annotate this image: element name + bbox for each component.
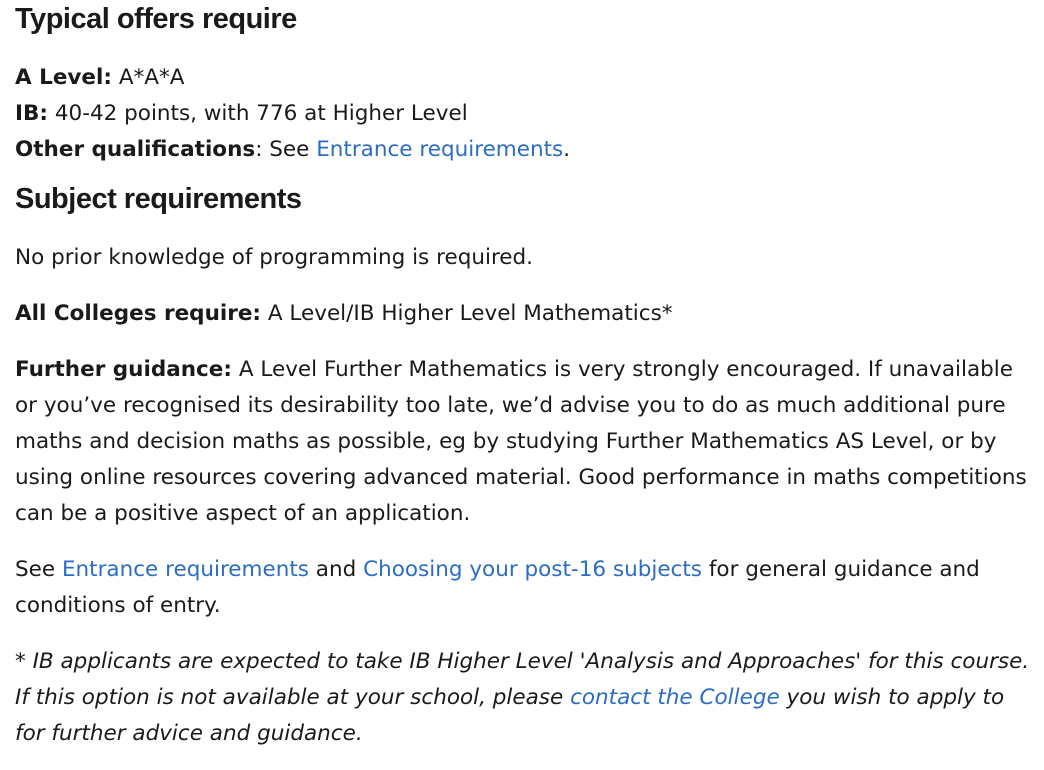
- choosing-post-16-subjects-link[interactable]: Choosing your post-16 subjects: [363, 557, 703, 582]
- footnote-italic: [15, 649, 1029, 746]
- further-guidance-label: Further guidance:: [15, 357, 232, 382]
- see-also-suffix: for general guidance and conditions of entry.: [15, 557, 980, 618]
- entrance-requirements-link-2[interactable]: Entrance requirements: [61, 557, 309, 582]
- see-also-middle: and: [308, 557, 364, 582]
- ib-label: IB:: [15, 101, 48, 126]
- main-content: [15, 0, 1035, 752]
- other-qualifications-label: Other qualifications: [15, 137, 256, 162]
- further-guidance-paragraph: [15, 352, 1035, 532]
- other-qualifications-text: : See: [255, 137, 317, 162]
- ib-value: 40-42 points, with 776 at Higher Level: [48, 101, 468, 126]
- typical-offers-heading: Typical offers require: [15, 3, 297, 35]
- a-level-value: A*A*A: [111, 65, 185, 90]
- further-guidance-text: A Level Further Mathematics is very strongly encouraged. If unavailable or you’ve recognised its desirability too late, we’d advise you to do as much additional pure maths and decision maths as possible, eg by studying Further Mathematics AS Level, or by using online resources covering advanced material. Good performance in maths competitions can be a positive aspect of an application.: [15, 357, 1027, 526]
- all-colleges-value: A Level/IB Higher Level Mathematics*: [261, 301, 673, 326]
- prior-knowledge-text: No prior knowledge of programming is required.: [15, 245, 534, 270]
- a-level-label: A Level:: [15, 65, 112, 90]
- contact-the-college-link[interactable]: contact the College: [570, 685, 780, 710]
- all-colleges-paragraph: [15, 296, 1035, 332]
- typical-offers-list: [15, 60, 1035, 168]
- entrance-requirements-link[interactable]: Entrance requirements: [316, 137, 564, 162]
- see-also-prefix: See: [15, 557, 62, 582]
- see-also-paragraph: [15, 552, 1035, 624]
- all-colleges-label: All Colleges require:: [15, 301, 262, 326]
- footnote-text: * IB applicants are expected to take IB Higher Level 'Analysis and Approaches' for this course. If this option is not available at your school, please: [15, 649, 1030, 710]
- footnote-suffix: you wish to apply to for further advice and guidance.: [15, 685, 1005, 746]
- subject-requirements-heading: Subject requirements: [15, 183, 302, 215]
- other-qualifications-end: .: [563, 137, 571, 162]
- footnote-paragraph: [15, 644, 1035, 752]
